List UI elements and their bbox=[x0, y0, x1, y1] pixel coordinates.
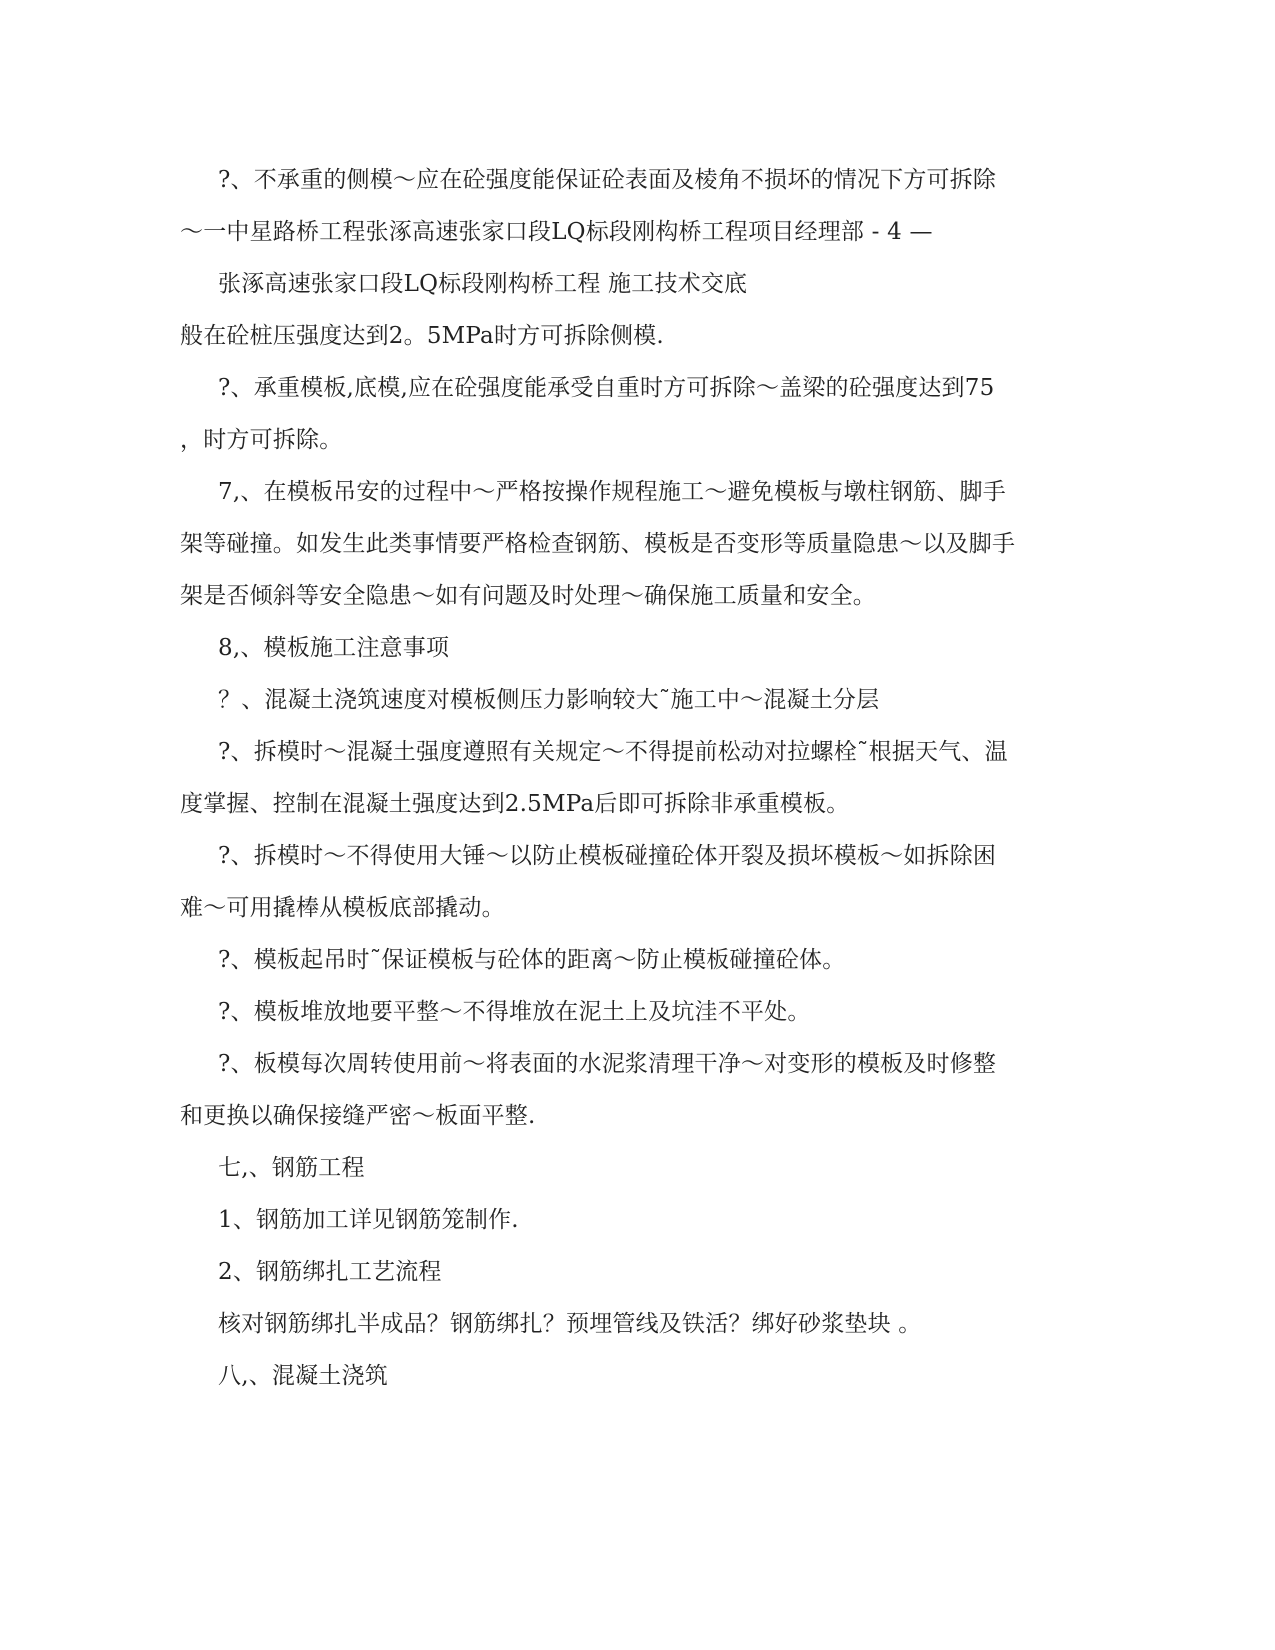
paragraph-line: 7,、在模板吊安的过程中～严格按操作规程施工～避免模板与墩柱钢筋、脚手 bbox=[218, 479, 1006, 505]
paragraph-line: ?、拆模时～不得使用大锤～以防止模板碰撞砼体开裂及损坏模板～如拆除困 bbox=[218, 843, 997, 869]
paragraph-line: ?、板模每次周转使用前～将表面的水泥浆清理干净～对变形的模板及时修整 bbox=[218, 1051, 997, 1077]
paragraph-line: 核对钢筋绑扎半成品？钢筋绑扎？预埋管线及铁活？绑好砂浆垫块 。 bbox=[218, 1311, 922, 1337]
paragraph-line: 2、钢筋绑扎工艺流程 bbox=[218, 1259, 442, 1285]
section-heading: 八,、混凝土浇筑 bbox=[218, 1363, 388, 1389]
paragraph-line: 1、钢筋加工详见钢筋笼制作. bbox=[218, 1207, 519, 1233]
paragraph-line: ？、混凝土浇筑速度对模板侧压力影响较大˜施工中～混凝土分层 bbox=[218, 687, 880, 713]
paragraph-line: ?、模板堆放地要平整～不得堆放在泥土上及坑洼不平处。 bbox=[218, 999, 811, 1025]
paragraph-line: 和更换以确保接缝严密～板面平整. bbox=[180, 1103, 536, 1129]
paragraph-line: 度掌握、控制在混凝土强度达到2.5MPa后即可拆除非承重模板。 bbox=[180, 791, 850, 817]
paragraph-line: ?、模板起吊时˜保证模板与砼体的距离～防止模板碰撞砼体。 bbox=[218, 947, 846, 973]
section-heading: 8,、模板施工注意事项 bbox=[218, 635, 450, 661]
page-footer-line: ～一中星路桥工程张涿高速张家口段LQ标段刚构桥工程项目经理部 - 4 — bbox=[180, 219, 933, 245]
paragraph-line: 难～可用撬棒从模板底部撬动。 bbox=[180, 895, 505, 921]
paragraph-line: 般在砼桩压强度达到2。5MPa时方可拆除侧模. bbox=[180, 323, 664, 349]
paragraph-line: ?、不承重的侧模～应在砼强度能保证砼表面及棱角不损坏的情况下方可拆除 bbox=[218, 167, 997, 193]
paragraph-line: 架是否倾斜等安全隐患～如有问题及时处理～确保施工质量和安全。 bbox=[180, 583, 876, 609]
paragraph-line: ，时方可拆除。 bbox=[180, 427, 343, 453]
section-heading: 七,、钢筋工程 bbox=[218, 1155, 365, 1181]
page-header-line: 张涿高速张家口段LQ标段刚构桥工程 施工技术交底 bbox=[218, 271, 748, 297]
paragraph-line: ?、拆模时～混凝土强度遵照有关规定～不得提前松动对拉螺栓˜根据天气、温 bbox=[218, 739, 1008, 765]
paragraph-line: 架等碰撞。如发生此类事情要严格检查钢筋、模板是否变形等质量隐患～以及脚手 bbox=[180, 531, 1016, 557]
paragraph-line: ?、承重模板,底模,应在砼强度能承受自重时方可拆除～盖梁的砼强度达到75 bbox=[218, 375, 995, 401]
